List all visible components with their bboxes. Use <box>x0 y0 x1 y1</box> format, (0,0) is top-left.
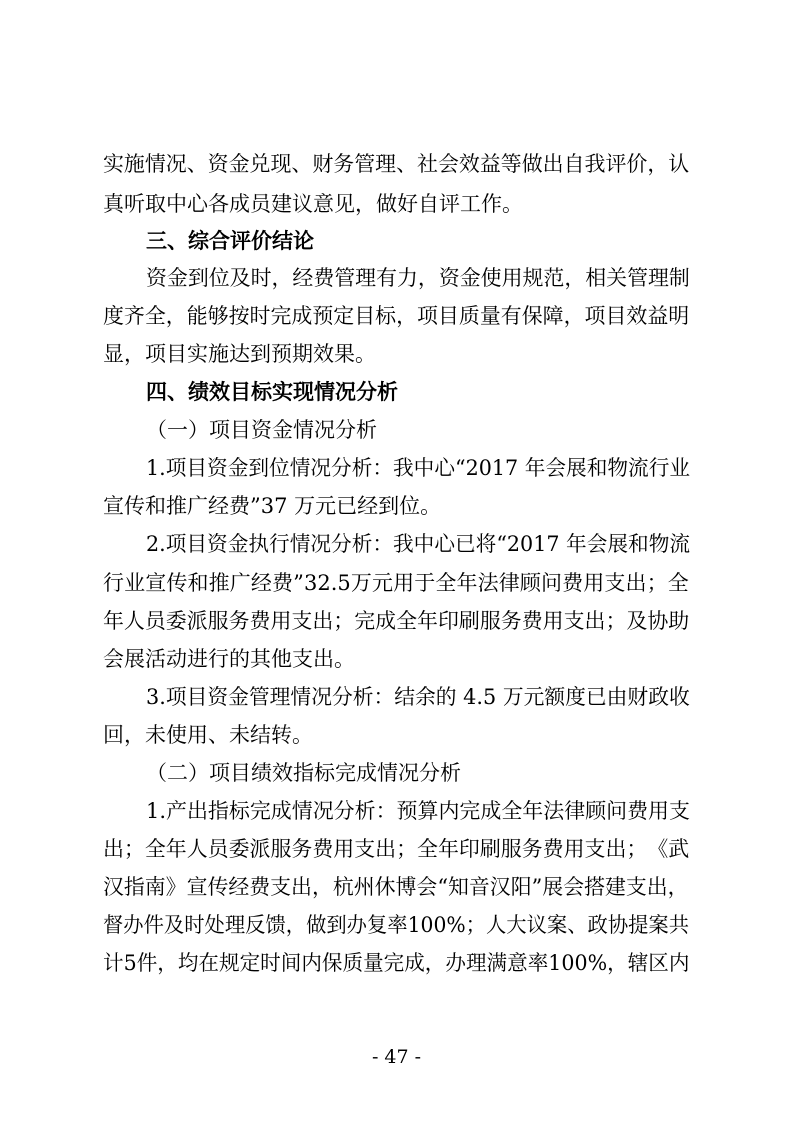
text-line-content: 3.项目资金管理情况分析：结余的 4.5 万元额度已由财政收 <box>146 685 690 709</box>
text-line <box>0 905 793 945</box>
section-heading <box>0 221 793 261</box>
page-number: - 47 - <box>371 1046 422 1068</box>
text-line-content: 计 5 件 ， 均 在 规 定 时 间 内 保 质 量 完 成 ， 办 理 满 意 率 100% ， 辖 区 内 <box>103 951 690 975</box>
text-line-content: 行 业 宣 传 和 推 广 经 费 ” 32.5 万 元 用 于 全 年 法 律 顾 问 费 用 支 出 ； 全 <box>103 571 689 595</box>
text-line <box>0 258 793 298</box>
text-line <box>0 563 793 603</box>
text-line <box>0 943 793 983</box>
text-line <box>0 144 793 184</box>
section-heading <box>0 372 793 412</box>
text-line-content: 1.项目资金到位情况分析：我中心“2017 年会展和物流行业 <box>146 456 691 480</box>
text-line-content: 资金到位及时，经费管理有力，资金使用规范，相关管理制 <box>146 266 690 290</box>
text-line-content: 回，未使用、未结转。 <box>103 723 313 747</box>
text-line <box>0 524 793 564</box>
text-line <box>0 334 793 374</box>
text-line <box>0 296 793 336</box>
text-line <box>0 867 793 907</box>
subsection-heading-text: （二）项目绩效指标完成情况分析 <box>146 761 461 785</box>
text-line-content: 实 施 情 况 、 资 金 兑 现 、 财 务 管 理 、 社 会 效 益 等 做 出 自 我 评 价 ， 认 <box>103 152 690 176</box>
text-line-content: 出 ； 全 年 人 员 委 派 服 务 费 用 支 出 ； 全 年 印 刷 服 务 费 用 支 出 ； 《 武 <box>103 837 690 861</box>
text-line <box>0 791 793 831</box>
text-line <box>0 639 793 679</box>
text-line-content: 汉 指 南 》 宣 传 经 费 支 出 ， 杭 州 休 博 会 “ 知 音 汉 阳 ” 展 会 搭 建 支 出 ， <box>103 875 689 899</box>
text-line-content: 会展活动进行的其他支出。 <box>103 647 355 671</box>
text-line-content: 年 人 员 委 派 服 务 费 用 支 出 ； 完 成 全 年 印 刷 服 务 费 用 支 出 ； 及 协 助 <box>103 609 690 633</box>
section-heading-text: 三、综合评价结论 <box>146 229 314 253</box>
text-line <box>0 829 793 869</box>
subsection-heading <box>0 410 793 450</box>
text-line-content: 显，项目实施达到预期效果。 <box>103 342 376 366</box>
section-heading-text: 四、绩效目标实现情况分析 <box>146 380 398 404</box>
text-line-content: 1.产出指标完成情况分析：预算内完成全年法律顾问费用支 <box>146 799 690 823</box>
text-line-content: 度 齐 全 ， 能 够 按 时 完 成 预 定 目 标 ， 项 目 质 量 有 保 障 ， 项 目 效 益 明 <box>103 304 690 328</box>
text-line-content: 真听取中心各成员建议意见，做好自评工作。 <box>103 192 523 216</box>
text-line-content: 2.项目资金执行情况分析：我中心已将“2017 年会展和物流 <box>146 532 691 556</box>
subsection-heading <box>0 753 793 793</box>
text-line <box>0 715 793 755</box>
text-line <box>0 601 793 641</box>
text-line-content: 宣传和推广经费”37 万元已经到位。 <box>103 494 442 518</box>
text-line <box>0 486 793 526</box>
text-line-content: 督 办 件 及 时 处 理 反 馈 ， 做 到 办 复 率 100% ； 人 大 议 案 、 政 协 提 案 共 <box>103 913 690 937</box>
text-line <box>0 184 793 224</box>
text-line <box>0 677 793 717</box>
subsection-heading-text: （一）项目资金情况分析 <box>146 418 377 442</box>
text-line <box>0 448 793 488</box>
